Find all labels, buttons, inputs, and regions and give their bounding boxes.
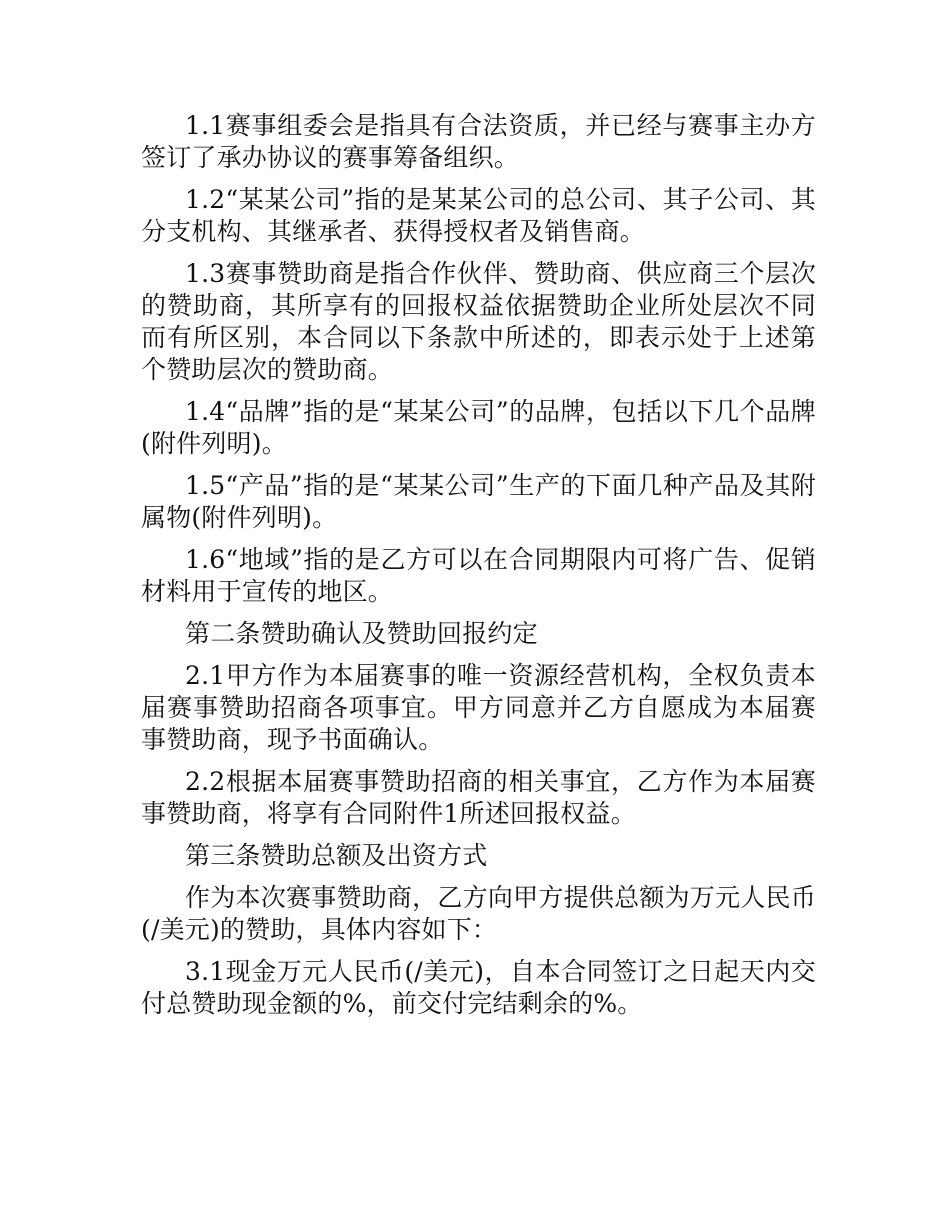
document-body <box>141 110 816 1030</box>
clause-1-6: 1.6“地域”指的是乙方可以在合同期限内可将广告、促销材料用于宣传的地区。 <box>141 545 816 606</box>
clause-1-5: 1.5“产品”指的是“某某公司”生产的下面几种产品及其附属物(附件列明)。 <box>141 471 816 532</box>
article-3-intro: 作为本次赛事赞助商，乙方向甲方提供总额为万元人民币(/美元)的赞助，具体内容如下： <box>141 883 816 944</box>
article-2-heading: 第二条赞助确认及赞助回报约定 <box>185 619 538 648</box>
clause-1-2: 1.2“某某公司”指的是某某公司的总公司、其子公司、其分支机构、其继承者、获得授权者及销售商。 <box>141 185 816 246</box>
clause-1-3: 1.3赛事赞助商是指合作伙伴、赞助商、供应商三个层次的赞助商，其所享有的回报权益依据赞助企业所处层次不同而有所区别，本合同以下条款中所述的，即表示处于上述第个赞助层次的赞助商。 <box>141 259 816 384</box>
clause-2-2: 2.2根据本届赛事赞助招商的相关事宜，乙方作为本届赛事赞助商，将享有合同附件1所述回报权益。 <box>141 767 816 828</box>
clause-1-1: 1.1赛事组委会是指具有合法资质，并已经与赛事主办方签订了承办协议的赛事筹备组织。 <box>141 111 816 172</box>
clause-3-1: 3.1现金万元人民币(/美元)，自本合同签订之日起天内交付总赞助现金额的%，前交付完结剩余的%。 <box>141 957 816 1018</box>
clause-1-4: 1.4“品牌”指的是“某某公司”的品牌，包括以下几个品牌(附件列明)。 <box>141 397 816 458</box>
article-3-heading: 第三条赞助总额及出资方式 <box>185 841 488 870</box>
clause-2-1: 2.1甲方作为本届赛事的唯一资源经营机构，全权负责本届赛事赞助招商各项事宜。甲方同意并乙方自愿成为本届赛事赞助商，现予书面确认。 <box>141 661 816 754</box>
